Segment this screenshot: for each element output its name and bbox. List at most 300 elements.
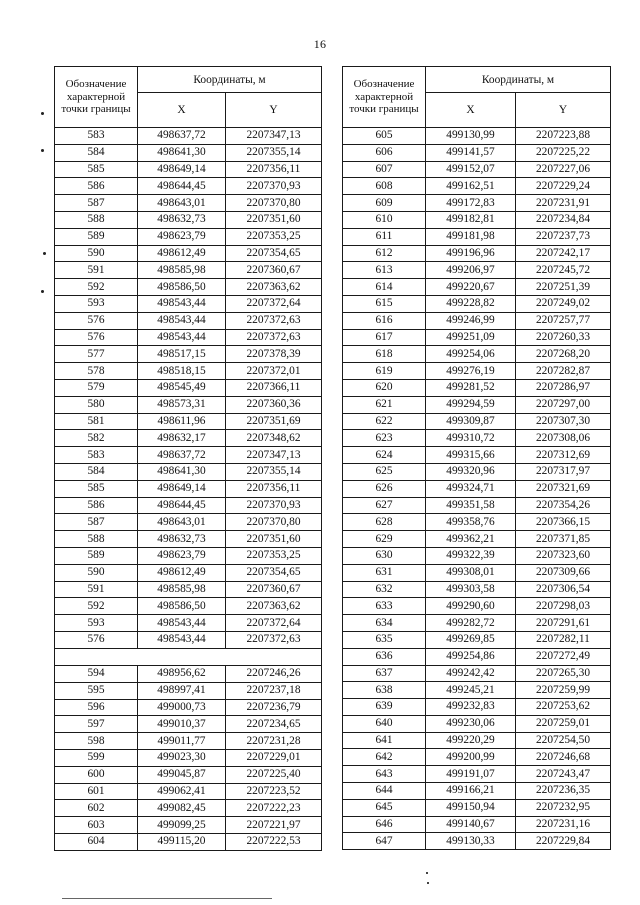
cell-x: 498573,31	[138, 396, 226, 413]
cell-y: 2207286,97	[516, 379, 611, 396]
cell-point-number: 644	[343, 783, 426, 800]
cell-x: 498641,30	[138, 463, 226, 480]
cell-y: 2207355,14	[226, 144, 322, 161]
cell-x: 499315,66	[426, 447, 516, 464]
cell-x: 499281,52	[426, 379, 516, 396]
cell-y: 2207260,33	[516, 329, 611, 346]
cell-point-number: 589	[55, 228, 138, 245]
table-row	[55, 178, 322, 195]
table-row	[343, 564, 611, 581]
cell-y: 2207231,91	[516, 195, 611, 212]
cell-x: 498632,73	[138, 531, 226, 548]
cell-y: 2207370,93	[226, 497, 322, 514]
table-row	[55, 834, 322, 851]
cell-x: 499282,72	[426, 615, 516, 632]
cell-x: 499324,71	[426, 480, 516, 497]
table-row	[343, 295, 611, 312]
cell-point-number: 627	[343, 497, 426, 514]
table-row	[343, 732, 611, 749]
cell-x: 498643,01	[138, 514, 226, 531]
table-row	[55, 531, 322, 548]
table-row	[343, 195, 611, 212]
cell-point-number: 579	[55, 379, 138, 396]
cell-x: 499290,60	[426, 598, 516, 615]
cell-y: 2207354,26	[516, 497, 611, 514]
cell-x: 499130,99	[426, 128, 516, 145]
cell-point-number: 588	[55, 531, 138, 548]
cell-point-number: 576	[55, 631, 138, 648]
cell-x: 498649,14	[138, 480, 226, 497]
cell-x: 499172,83	[426, 195, 516, 212]
cell-point-number: 585	[55, 161, 138, 178]
cell-y: 2207246,68	[516, 749, 611, 766]
cell-y: 2207243,47	[516, 766, 611, 783]
table-body-right	[343, 128, 611, 850]
cell-x: 499099,25	[138, 817, 226, 834]
cell-y: 2207298,03	[516, 598, 611, 615]
cell-y: 2207229,24	[516, 178, 611, 195]
cell-point-number: 594	[55, 666, 138, 683]
cell-x: 499320,96	[426, 463, 516, 480]
cell-y: 2207223,88	[516, 128, 611, 145]
cell-y: 2207227,06	[516, 161, 611, 178]
cell-y: 2207309,66	[516, 564, 611, 581]
cell-x: 498612,49	[138, 564, 226, 581]
cell-point-number: 628	[343, 514, 426, 531]
table-row	[55, 615, 322, 632]
cell-x: 499232,83	[426, 699, 516, 716]
cell-x: 499220,67	[426, 279, 516, 296]
table-row	[343, 833, 611, 850]
cell-point-number: 593	[55, 615, 138, 632]
cell-y: 2207372,63	[226, 312, 322, 329]
cell-y: 2207366,11	[226, 379, 322, 396]
cell-point-number: 632	[343, 581, 426, 598]
cell-y: 2207356,11	[226, 480, 322, 497]
cell-point-number: 598	[55, 733, 138, 750]
cell-point-number: 600	[55, 766, 138, 783]
cell-y: 2207317,97	[516, 463, 611, 480]
cell-x: 499010,37	[138, 716, 226, 733]
cell-point-number: 582	[55, 430, 138, 447]
cell-point-number: 590	[55, 564, 138, 581]
cell-point-number: 581	[55, 413, 138, 430]
cell-point-number: 615	[343, 295, 426, 312]
cell-y: 2207259,01	[516, 715, 611, 732]
cell-y: 2207351,69	[226, 413, 322, 430]
table-row	[343, 715, 611, 732]
cell-x: 498956,62	[138, 666, 226, 683]
header-point-designation: Обозначение характерной точки границы	[343, 67, 426, 128]
cell-x: 499294,59	[426, 396, 516, 413]
scan-mark	[426, 872, 428, 874]
cell-x: 498649,14	[138, 161, 226, 178]
cell-y: 2207237,18	[226, 682, 322, 699]
cell-y: 2207282,87	[516, 363, 611, 380]
cell-point-number: 604	[55, 834, 138, 851]
table-row	[343, 631, 611, 648]
cell-x: 498585,98	[138, 262, 226, 279]
table-row	[343, 699, 611, 716]
cell-x: 498586,50	[138, 598, 226, 615]
cell-point-number: 607	[343, 161, 426, 178]
cell-x: 498612,49	[138, 245, 226, 262]
cell-x: 498997,41	[138, 682, 226, 699]
cell-x: 499358,76	[426, 514, 516, 531]
cell-x: 499196,96	[426, 245, 516, 262]
cell-y: 2207347,13	[226, 447, 322, 464]
cell-x: 499200,99	[426, 749, 516, 766]
cell-point-number: 634	[343, 615, 426, 632]
cell-x: 499045,87	[138, 766, 226, 783]
cell-point-number: 629	[343, 531, 426, 548]
cell-x: 499162,51	[426, 178, 516, 195]
cell-x: 498545,49	[138, 379, 226, 396]
cell-point-number: 595	[55, 682, 138, 699]
cell-point-number: 635	[343, 631, 426, 648]
cell-y: 2207268,20	[516, 346, 611, 363]
cell-point-number: 646	[343, 816, 426, 833]
cell-x: 499242,42	[426, 665, 516, 682]
table-row	[55, 279, 322, 296]
cell-point-number: 588	[55, 211, 138, 228]
cell-x: 499309,87	[426, 413, 516, 430]
cell-x: 499115,20	[138, 834, 226, 851]
cell-x: 498517,15	[138, 346, 226, 363]
cell-y: 2207254,50	[516, 732, 611, 749]
cell-x: 498543,44	[138, 329, 226, 346]
cell-point-number: 633	[343, 598, 426, 615]
cell-y: 2207251,39	[516, 279, 611, 296]
table-row	[343, 144, 611, 161]
cell-y: 2207236,79	[226, 699, 322, 716]
cell-point-number: 624	[343, 447, 426, 464]
cell-point-number: 586	[55, 497, 138, 514]
cell-y: 2207372,64	[226, 615, 322, 632]
cell-y: 2207307,30	[516, 413, 611, 430]
cell-y: 2207353,25	[226, 228, 322, 245]
cell-x: 499011,77	[138, 733, 226, 750]
table-row	[55, 750, 322, 767]
cell-y: 2207282,11	[516, 631, 611, 648]
table-row	[343, 363, 611, 380]
table-row	[343, 682, 611, 699]
cell-x: 499141,57	[426, 144, 516, 161]
header-x: X	[426, 93, 516, 128]
cell-y: 2207354,65	[226, 564, 322, 581]
cell-y: 2207229,84	[516, 833, 611, 850]
cell-point-number: 641	[343, 732, 426, 749]
cell-x: 499206,97	[426, 262, 516, 279]
table-row	[55, 514, 322, 531]
cell-point-number: 631	[343, 564, 426, 581]
cell-point-number: 597	[55, 716, 138, 733]
cell-x: 498643,01	[138, 195, 226, 212]
margin-dot	[41, 290, 44, 293]
cell-x: 499251,09	[426, 329, 516, 346]
table-row	[343, 463, 611, 480]
cell-point-number: 590	[55, 245, 138, 262]
header-coordinates: Координаты, м	[426, 67, 611, 93]
cell-point-number: 625	[343, 463, 426, 480]
cell-point-number: 592	[55, 598, 138, 615]
cell-point-number: 637	[343, 665, 426, 682]
table-row	[55, 564, 322, 581]
cell-x: 498543,44	[138, 312, 226, 329]
cell-y: 2207223,52	[226, 783, 322, 800]
cell-y: 2207351,60	[226, 211, 322, 228]
cell-point-number: 599	[55, 750, 138, 767]
cell-point-number: 616	[343, 312, 426, 329]
table-row	[55, 682, 322, 699]
table-row	[55, 312, 322, 329]
table-row	[343, 413, 611, 430]
cell-point-number: 609	[343, 195, 426, 212]
table-row	[55, 379, 322, 396]
table-row	[55, 547, 322, 564]
cell-x: 499246,99	[426, 312, 516, 329]
table-row	[55, 228, 322, 245]
cell-x: 499276,19	[426, 363, 516, 380]
table-row	[343, 816, 611, 833]
cell-y: 2207257,77	[516, 312, 611, 329]
cell-y: 2207272,49	[516, 648, 611, 665]
table-row	[55, 262, 322, 279]
cell-y: 2207221,97	[226, 817, 322, 834]
cell-y: 2207371,85	[516, 531, 611, 548]
table-row	[55, 581, 322, 598]
table-row	[55, 497, 322, 514]
table-row	[343, 346, 611, 363]
cell-y: 2207236,35	[516, 783, 611, 800]
table-row	[343, 329, 611, 346]
cell-y: 2207246,26	[226, 666, 322, 683]
cell-y: 2207370,80	[226, 195, 322, 212]
table-row	[343, 531, 611, 548]
cell-point-number: 621	[343, 396, 426, 413]
cell-point-number: 611	[343, 228, 426, 245]
cell-y: 2207232,95	[516, 799, 611, 816]
cell-x: 499269,85	[426, 631, 516, 648]
cell-point-number: 608	[343, 178, 426, 195]
cell-x: 499166,21	[426, 783, 516, 800]
cell-x: 498623,79	[138, 547, 226, 564]
cell-y: 2207231,28	[226, 733, 322, 750]
cell-y: 2207370,80	[226, 514, 322, 531]
cell-y: 2207372,01	[226, 363, 322, 380]
cell-x: 498632,17	[138, 430, 226, 447]
cell-y: 2207323,60	[516, 547, 611, 564]
cell-point-number: 592	[55, 279, 138, 296]
cell-y: 2207249,02	[516, 295, 611, 312]
header-x: X	[138, 93, 226, 128]
table-row	[343, 228, 611, 245]
cell-point-number: 647	[343, 833, 426, 850]
table-row	[55, 346, 322, 363]
cell-point-number: 606	[343, 144, 426, 161]
cell-x: 499228,82	[426, 295, 516, 312]
cell-y: 2207372,63	[226, 329, 322, 346]
table-row	[55, 144, 322, 161]
table-row	[343, 766, 611, 783]
cell-y: 2207360,67	[226, 262, 322, 279]
cell-y: 2207321,69	[516, 480, 611, 497]
cell-y: 2207306,54	[516, 581, 611, 598]
cell-point-number: 614	[343, 279, 426, 296]
cell-y: 2207234,65	[226, 716, 322, 733]
cell-y: 2207225,22	[516, 144, 611, 161]
cell-point-number: 620	[343, 379, 426, 396]
table-row	[343, 128, 611, 145]
cell-y: 2207372,64	[226, 295, 322, 312]
cell-y: 2207237,73	[516, 228, 611, 245]
cell-point-number: 591	[55, 262, 138, 279]
cell-point-number: 576	[55, 329, 138, 346]
table-row	[55, 800, 322, 817]
cell-point-number: 580	[55, 396, 138, 413]
footer-rule	[62, 898, 272, 899]
table-row	[55, 295, 322, 312]
cell-point-number: 622	[343, 413, 426, 430]
table-row	[55, 463, 322, 480]
cell-y: 2207297,00	[516, 396, 611, 413]
cell-point-number: 586	[55, 178, 138, 195]
table-row	[55, 598, 322, 615]
table-row	[343, 211, 611, 228]
table-row	[343, 547, 611, 564]
cell-y: 2207370,93	[226, 178, 322, 195]
table-row	[55, 699, 322, 716]
cell-x: 499130,33	[426, 833, 516, 850]
cell-y: 2207378,39	[226, 346, 322, 363]
cell-x: 499191,07	[426, 766, 516, 783]
cell-y: 2207354,65	[226, 245, 322, 262]
table-row	[55, 245, 322, 262]
table-row	[55, 447, 322, 464]
cell-point-number: 578	[55, 363, 138, 380]
cell-point-number: 610	[343, 211, 426, 228]
cell-x: 498611,96	[138, 413, 226, 430]
table-row	[55, 817, 322, 834]
table-row	[343, 581, 611, 598]
table-row	[343, 598, 611, 615]
table-row	[343, 178, 611, 195]
cell-point-number: 584	[55, 144, 138, 161]
table-row	[343, 447, 611, 464]
table-row	[343, 262, 611, 279]
separator-row	[55, 648, 322, 665]
cell-point-number: 613	[343, 262, 426, 279]
cell-point-number: 577	[55, 346, 138, 363]
table-row	[55, 480, 322, 497]
cell-x: 499182,81	[426, 211, 516, 228]
cell-y: 2207360,36	[226, 396, 322, 413]
cell-y: 2207356,11	[226, 161, 322, 178]
header-y: Y	[226, 93, 322, 128]
cell-x: 499245,21	[426, 682, 516, 699]
cell-y: 2207291,61	[516, 615, 611, 632]
cell-point-number: 583	[55, 128, 138, 145]
cell-y: 2207363,62	[226, 598, 322, 615]
cell-point-number: 603	[55, 817, 138, 834]
cell-y: 2207229,01	[226, 750, 322, 767]
cell-point-number: 602	[55, 800, 138, 817]
cell-x: 499362,21	[426, 531, 516, 548]
cell-y: 2207225,40	[226, 766, 322, 783]
cell-x: 498543,44	[138, 631, 226, 648]
cell-point-number: 593	[55, 295, 138, 312]
cell-x: 498518,15	[138, 363, 226, 380]
cell-point-number: 618	[343, 346, 426, 363]
cell-x: 499181,98	[426, 228, 516, 245]
cell-x: 499310,72	[426, 430, 516, 447]
table-row	[343, 783, 611, 800]
table-row	[55, 211, 322, 228]
cell-y: 2207348,62	[226, 430, 322, 447]
cell-point-number: 642	[343, 749, 426, 766]
cell-point-number: 587	[55, 195, 138, 212]
cell-x: 499351,58	[426, 497, 516, 514]
cell-point-number: 596	[55, 699, 138, 716]
header-coordinates: Координаты, м	[138, 67, 322, 93]
table-row	[343, 480, 611, 497]
margin-dot	[41, 149, 44, 152]
coordinates-table-right	[342, 66, 611, 850]
cell-y: 2207242,17	[516, 245, 611, 262]
cell-y: 2207253,62	[516, 699, 611, 716]
cell-x: 498637,72	[138, 447, 226, 464]
cell-x: 498543,44	[138, 295, 226, 312]
cell-point-number: 626	[343, 480, 426, 497]
table-row	[55, 666, 322, 683]
cell-x: 498632,73	[138, 211, 226, 228]
cell-x: 499230,06	[426, 715, 516, 732]
table-row	[343, 396, 611, 413]
margin-dot	[41, 112, 44, 115]
cell-y: 2207355,14	[226, 463, 322, 480]
cell-x: 498543,44	[138, 615, 226, 632]
cell-point-number: 584	[55, 463, 138, 480]
scan-mark	[427, 882, 429, 884]
cell-y: 2207231,16	[516, 816, 611, 833]
cell-point-number: 612	[343, 245, 426, 262]
cell-y: 2207351,60	[226, 531, 322, 548]
cell-point-number: 636	[343, 648, 426, 665]
cell-point-number: 639	[343, 699, 426, 716]
cell-y: 2207360,67	[226, 581, 322, 598]
cell-point-number: 617	[343, 329, 426, 346]
cell-x: 499023,30	[138, 750, 226, 767]
cell-point-number: 591	[55, 581, 138, 598]
table-row	[55, 733, 322, 750]
table-row	[55, 716, 322, 733]
cell-x: 499062,41	[138, 783, 226, 800]
cell-point-number: 645	[343, 799, 426, 816]
cell-y: 2207308,06	[516, 430, 611, 447]
table-row	[343, 430, 611, 447]
cell-y: 2207366,15	[516, 514, 611, 531]
table-row	[55, 128, 322, 145]
cell-y: 2207259,99	[516, 682, 611, 699]
cell-x: 499322,39	[426, 547, 516, 564]
cell-point-number: 585	[55, 480, 138, 497]
cell-x: 498586,50	[138, 279, 226, 296]
cell-point-number: 630	[343, 547, 426, 564]
table-row	[343, 648, 611, 665]
cell-y: 2207372,63	[226, 631, 322, 648]
cell-x: 498585,98	[138, 581, 226, 598]
table-row	[343, 749, 611, 766]
